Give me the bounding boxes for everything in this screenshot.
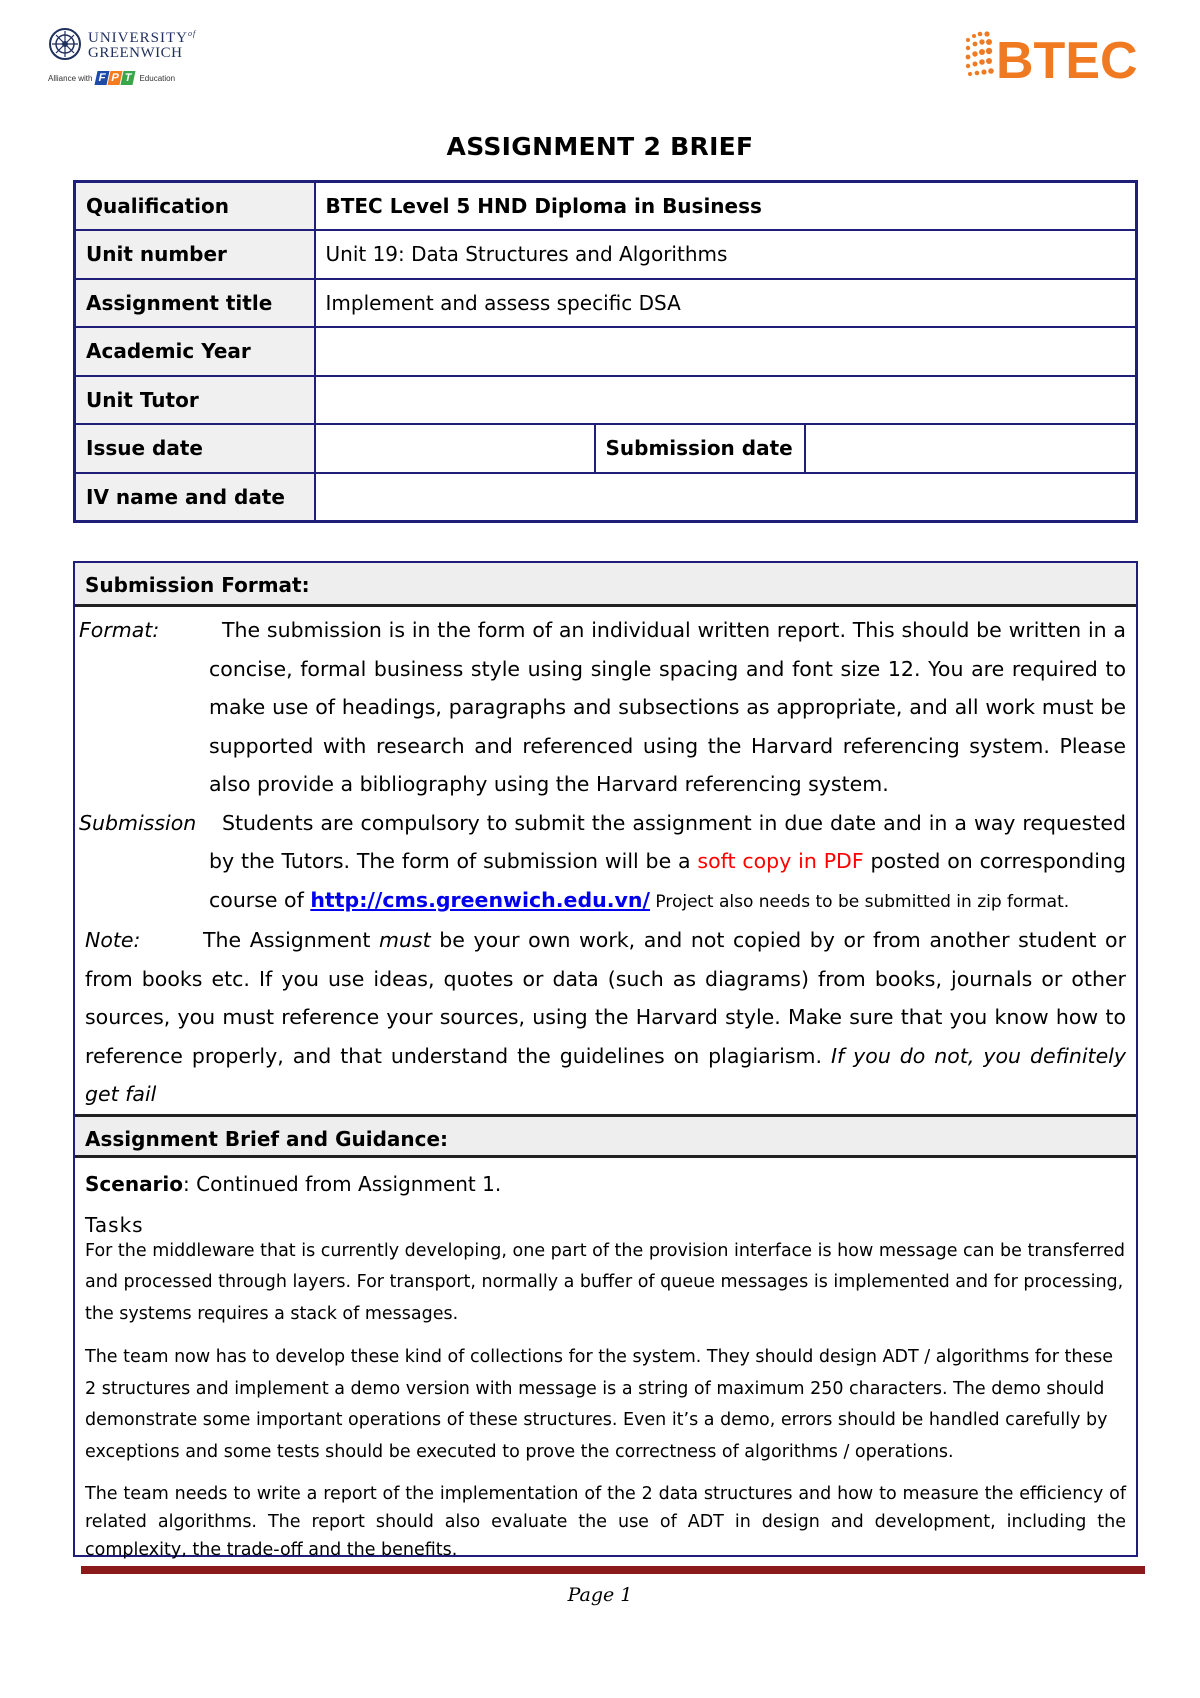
guidance-heading: Assignment Brief and Guidance:: [75, 1114, 1136, 1158]
university-of-greenwich-logo: [48, 26, 208, 94]
submission-date-label: Submission date: [595, 424, 805, 473]
format-text-content: The submission is in the form of an individual written report. This should be written in a concise, formal business style using single spacing and font size 12. You are required to make use of headings, paragraphs and subsections as appropriate, and all work must be supported with research and referenced using the Harvard referencing system. Please also provide a bibliography using the Harvard referencing system.: [209, 618, 1126, 796]
scenario-text: : Continued from Assignment 1.: [183, 1171, 502, 1196]
assignment-title-value: Implement and assess specific DSA: [315, 279, 1137, 328]
iv-name-date-value: [315, 473, 1137, 522]
note-must: must: [379, 928, 431, 952]
note-fail-warning: If you do not, you definitely get fail: [85, 1043, 1127, 1106]
table-row: [75, 424, 1137, 473]
format-key: Format:: [79, 618, 160, 642]
note-row: [79, 921, 1126, 1114]
note-text-2: be your own work, and not copied by or from another student or from books etc. If you use ideas, quotes or data (such as diagrams) from books, journals or other sources, you must reference your sources, using the Harvard style. Make sure that you know how to reference properly, and that understand the guidelines on plagiarism.: [85, 928, 1126, 1068]
table-row: [75, 182, 1137, 231]
btec-dots-icon: [966, 31, 994, 76]
issue-date-value: [315, 424, 595, 473]
unit-tutor-value: [315, 376, 1137, 425]
page-number: Page 1: [567, 1584, 633, 1606]
submission-text: [209, 804, 1126, 922]
qualification-value: BTEC Level 5 HND Diploma in Business: [315, 182, 1137, 231]
unit-number-value: Unit 19: Data Structures and Algorithms: [315, 230, 1137, 279]
university-line-2: GREENWICH: [88, 45, 183, 61]
table-row: [75, 230, 1137, 279]
table-row: [75, 279, 1137, 328]
submission-key: Submission: [79, 810, 197, 835]
submission-date-value: [805, 424, 1137, 473]
university-line-1: UNIVERSITY: [88, 30, 188, 46]
guidance-section: [75, 1158, 1136, 1565]
academic-year-label: Academic Year: [75, 327, 315, 376]
scenario-line: [85, 1166, 1126, 1206]
university-of: of: [188, 29, 197, 38]
fpt-letter-t: T: [121, 71, 136, 85]
submission-text-2: posted on corresponding course of: [209, 849, 1126, 912]
scenario-label: Scenario: [85, 1171, 184, 1196]
unit-tutor-label: Unit Tutor: [75, 376, 315, 425]
alliance-suffix: Education: [139, 73, 176, 83]
format-row: [79, 611, 1126, 804]
task-paragraph-1: For the middleware that is currently developing, one part of the provision interface is how message can be transferred and processed through layers. For transport, normally a buffer of queue messages is implemented and for processing, the systems requires a stack of messages.: [85, 1240, 1125, 1324]
soft-copy-pdf-text: soft copy in PDF: [697, 849, 864, 873]
fpt-alliance: [48, 71, 208, 85]
table-row: [75, 327, 1137, 376]
tasks-heading: Tasks: [85, 1212, 144, 1237]
fpt-letter-f: F: [95, 71, 110, 85]
submission-guidance-box: [73, 561, 1138, 1560]
fpt-logo: [96, 71, 135, 85]
issue-date-label: Issue date: [75, 424, 315, 473]
assignment-info-table: [73, 180, 1138, 523]
submission-text-1: Students are compulsory to submit the assignment in due date and in a way requested by the Tutors. The form of submission will be a: [209, 810, 1126, 873]
assignment-title-label: Assignment title: [75, 279, 315, 328]
note-key: Note:: [85, 928, 141, 952]
academic-year-value: [315, 327, 1137, 376]
submission-text-3: Project also needs to be submitted in zip format.: [649, 891, 1070, 912]
qualification-label: Qualification: [75, 182, 315, 231]
fpt-letter-p: P: [108, 71, 123, 85]
iv-name-date-label: IV name and date: [75, 473, 315, 522]
table-row: [75, 376, 1137, 425]
btec-logo: [960, 26, 1170, 88]
task-paragraph-2: The team now has to develop these kind of collections for the system. They should design ADT / algorithms for these 2 structures and implement a demo version with message is a string of maximum 250 characters. The demo should demonstrate some important operations of these structures. Even it’s a demo, errors should be handled carefully by exceptions and some tests should be executed to prove the correctness of algorithms / operations.: [85, 1347, 1114, 1462]
table-row: [75, 473, 1137, 522]
btec-logo-graphic: [960, 26, 1170, 88]
university-seal-icon: [48, 27, 82, 61]
unit-number-label: Unit number: [75, 230, 315, 279]
submission-format-heading: Submission Format:: [75, 563, 1136, 607]
page-title: ASSIGNMENT 2 BRIEF: [446, 132, 754, 161]
cms-greenwich-link[interactable]: http://cms.greenwich.edu.vn/: [310, 887, 650, 912]
submission-format-section: [75, 607, 1136, 1114]
task-paragraph-3: The team needs to write a report of the implementation of the 2 data structures and how to measure the efficiency of related algorithms. The report should also evaluate the use of ADT in design and development, including the complexity, the trade-off and the benefits.: [85, 1484, 1126, 1560]
alliance-prefix: Alliance with: [48, 73, 93, 83]
submission-row: [79, 804, 1126, 922]
format-text: [209, 611, 1126, 804]
note-text-1: The Assignment: [203, 928, 379, 952]
footer-divider: [81, 1566, 1145, 1574]
btec-logo-text: BTEC: [996, 32, 1138, 88]
